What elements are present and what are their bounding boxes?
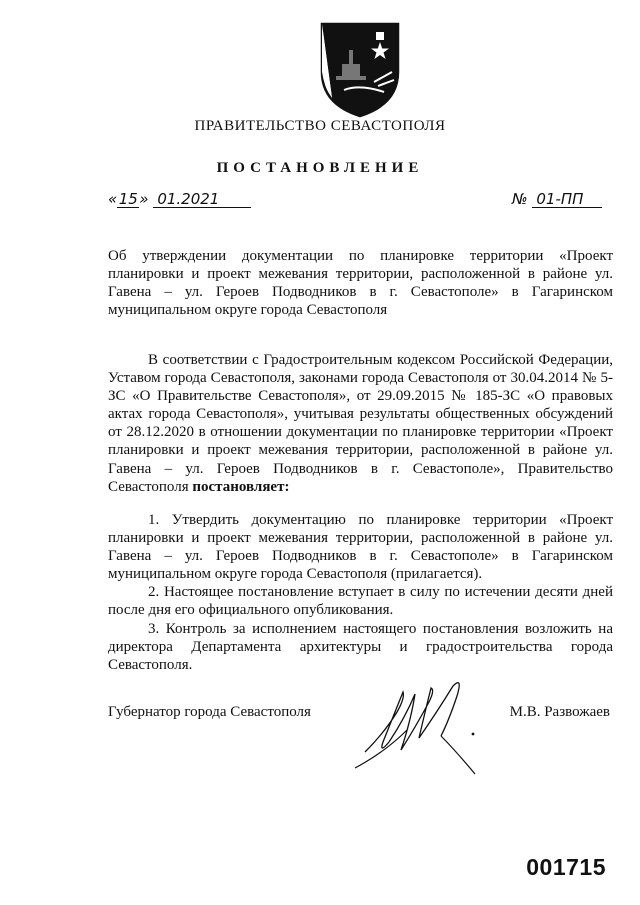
- document-number-field: [512, 190, 602, 208]
- resolution-item: 1. Утвердить документацию по планировке территории «Проект планировки и проект межевания территории, расположенной в районе ул. Гавена – ул. Героев Подводников в г. Севастополе» в Гагаринском муниципальном округе города Севастополя (прилагается).: [108, 512, 613, 583]
- preamble-text: В соответствии с Градостроительным кодексом Российской Федерации, Уставом города Севастополя, законами города Севастополя от 30.04.2014 № 5-ЗС «О Правительстве Севастополя», от 29.09.2015 № 185-ЗС «О правовых актах города Севастополя», учитывая результаты общественных обсуждений от 28.12.2020 в отношении документации по планировке территории «Проект планировки и проект межевания территории, расположенной в районе ул. Гавена – ул. Героев Подводников в г. Севастополе», Правительство Севастополя: [108, 352, 613, 495]
- coat-of-arms-emblem: [318, 20, 402, 118]
- handwritten-signature: [345, 672, 495, 782]
- issuing-authority: ПРАВИТЕЛЬСТВО СЕВАСТОПОЛЯ: [194, 118, 446, 134]
- registration-number: 001715: [526, 854, 606, 880]
- document-date: [108, 190, 251, 208]
- document-type-title: ПОСТАНОВЛЕНИЕ: [216, 160, 424, 176]
- resolution-item: 3. Контроль за исполнением настоящего постановления возложить на директора Департамента архитектуры и градостроительства города Севастополя.: [108, 620, 613, 673]
- preamble-verb: постановляет:: [192, 478, 290, 495]
- preamble-paragraph: [108, 351, 613, 496]
- signatory-position: Губернатор города Севастополя: [108, 704, 311, 720]
- document-subject: Об утверждении документации по планировке территории «Проект планировки и проект межевания территории, расположенной в районе ул. Гавена – ул. Героев Подводников в г. Севастополе» в Гагаринском муниципальном округе города Севастополя: [108, 248, 613, 319]
- date-day: 15: [118, 190, 138, 208]
- number-sign: №: [512, 190, 528, 208]
- signatory-name: М.В. Развожаев: [509, 704, 610, 720]
- date-quote-close: »: [139, 190, 149, 208]
- date-quote-open: «: [108, 190, 118, 208]
- resolution-item: 2. Настоящее постановление вступает в силу по истечении десяти дней после дня его официального опубликования.: [108, 584, 613, 619]
- date-month-year: 01.2021: [153, 192, 251, 208]
- resolution-items: [108, 511, 613, 674]
- document-number: 01-ПП: [532, 192, 602, 208]
